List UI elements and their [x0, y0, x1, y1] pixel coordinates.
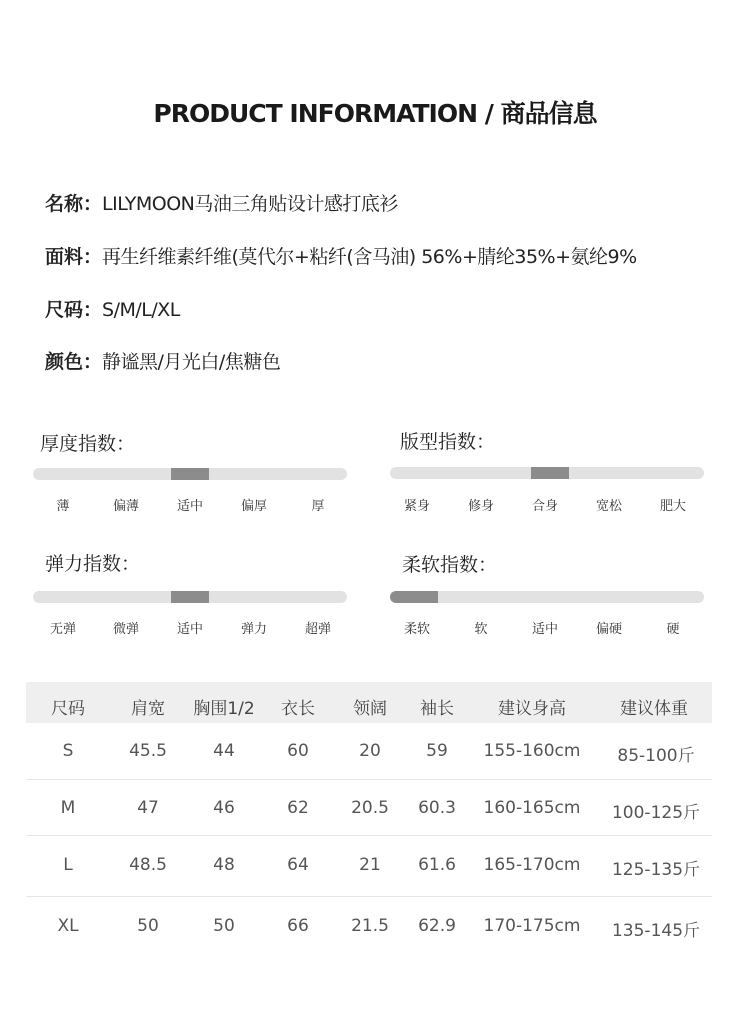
table-cell: 60.3	[418, 798, 456, 818]
table-header-cell: 胸围1/2	[193, 699, 255, 719]
index-option: 肥大	[659, 499, 686, 514]
index-option: 软	[474, 622, 488, 637]
info-key: 面料：	[45, 246, 103, 268]
table-cell: 155-160cm	[483, 741, 581, 761]
table-cell: 44	[213, 741, 235, 761]
index-option: 厚	[311, 499, 325, 514]
info-row-name	[45, 189, 398, 216]
index-option: 偏薄	[112, 499, 139, 514]
index-track	[390, 467, 704, 479]
table-cell: 45.5	[129, 741, 167, 761]
index-option: 薄	[56, 499, 70, 514]
info-value: 再生纤维素纤维(莫代尔+粘纤(含马油) 56%+腈纶35%+氨纶9%	[102, 246, 637, 268]
index-option: 微弹	[112, 622, 139, 637]
index-option: 合身	[531, 499, 558, 514]
table-cell: 47	[137, 798, 159, 818]
index-option: 宽松	[595, 499, 622, 514]
index-option: 适中	[176, 622, 203, 637]
table-cell: 46	[213, 798, 235, 818]
table-header-cell: 领阔	[353, 699, 387, 719]
table-cell: 62.9	[418, 916, 456, 936]
table-header-cell: 袖长	[420, 699, 454, 719]
row-divider	[26, 835, 712, 836]
index-option: 超弹	[304, 622, 331, 637]
row-divider	[26, 779, 712, 780]
info-row-fabric	[45, 242, 637, 269]
index-option: 硬	[666, 622, 680, 637]
index-label: 弹力指数：	[45, 553, 141, 575]
info-row-color	[45, 347, 280, 374]
index-indicator	[531, 467, 569, 479]
index-label: 厚度指数：	[40, 433, 136, 455]
index-option: 适中	[531, 622, 558, 637]
row-divider	[26, 896, 712, 897]
index-track	[390, 591, 704, 603]
index-indicator	[171, 468, 209, 480]
info-key: 尺码：	[45, 299, 103, 321]
info-value: S/M/L/XL	[102, 299, 180, 321]
table-cell: M	[60, 798, 76, 818]
table-cell: 125-135斤	[611, 860, 701, 880]
table-cell: 165-170cm	[483, 855, 581, 875]
info-key: 名称：	[45, 193, 103, 215]
table-cell: 50	[213, 916, 235, 936]
index-label: 柔软指数：	[402, 554, 498, 576]
index-track	[33, 468, 347, 480]
table-cell: 61.6	[418, 855, 456, 875]
table-cell: 20.5	[351, 798, 389, 818]
table-cell: 21	[359, 855, 381, 875]
index-option: 修身	[467, 499, 494, 514]
index-label: 版型指数：	[400, 431, 496, 453]
table-header-cell: 尺码	[51, 699, 85, 719]
index-option: 弹力	[240, 622, 267, 637]
info-key: 颜色：	[45, 351, 103, 373]
index-option: 偏厚	[240, 499, 267, 514]
table-cell: 160-165cm	[483, 798, 581, 818]
table-cell: 62	[287, 798, 309, 818]
info-value: 静谧黑/月光白/焦糖色	[102, 351, 281, 373]
index-option: 无弹	[49, 622, 76, 637]
table-cell: 66	[287, 916, 309, 936]
table-cell: 60	[287, 741, 309, 761]
index-option: 偏硬	[595, 622, 622, 637]
table-cell: 64	[287, 855, 309, 875]
table-header-cell: 建议身高	[498, 699, 566, 719]
table-cell: 85-100斤	[617, 746, 695, 766]
table-cell: 135-145斤	[611, 921, 701, 941]
table-header-cell: 建议体重	[620, 699, 688, 719]
index-option: 适中	[176, 499, 203, 514]
table-cell: L	[63, 855, 73, 875]
table-cell: 48	[213, 855, 235, 875]
table-cell: 21.5	[351, 916, 389, 936]
table-cell: 20	[359, 741, 381, 761]
index-indicator	[390, 591, 438, 603]
index-option: 紧身	[403, 499, 430, 514]
table-cell: 48.5	[129, 855, 167, 875]
table-cell: 59	[426, 741, 448, 761]
table-cell: 100-125斤	[611, 803, 701, 823]
table-header-cell: 肩宽	[131, 699, 165, 719]
info-value: LILYMOON马油三角贴设计感打底衫	[102, 193, 398, 215]
index-track	[33, 591, 347, 603]
index-option: 柔软	[403, 622, 430, 637]
index-indicator	[171, 591, 209, 603]
table-cell: XL	[57, 916, 79, 936]
table-cell: 170-175cm	[483, 916, 581, 936]
table-header-cell: 衣长	[281, 699, 315, 719]
table-cell: 50	[137, 916, 159, 936]
table-cell: S	[62, 741, 74, 761]
info-row-size	[45, 295, 180, 322]
page-title: PRODUCT INFORMATION / 商品信息	[153, 99, 597, 128]
